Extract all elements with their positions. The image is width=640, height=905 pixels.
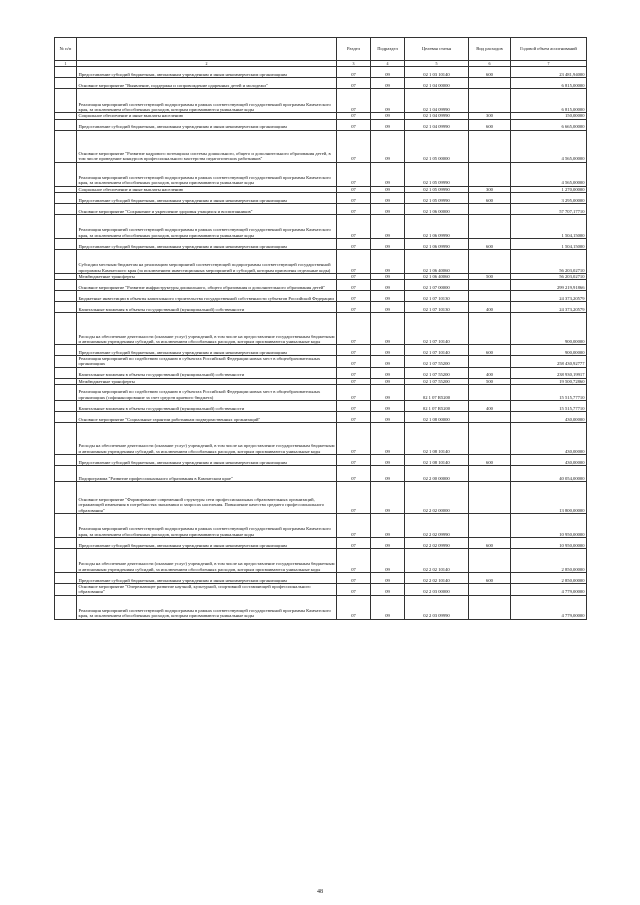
- row-section-cell: 07: [337, 249, 371, 273]
- row-subsection-cell: 09: [371, 455, 405, 466]
- table-row: [55, 466, 587, 482]
- table-row: [55, 78, 587, 89]
- row-subsection-cell: 09: [371, 584, 405, 596]
- row-target-article-cell: 02 2 02 10140: [405, 573, 469, 584]
- row-name-cell: Бюджетные инвестиции в объекты капитального строительства государственной собственности субъектов Российской Федерации: [77, 291, 337, 302]
- row-number-cell: [55, 280, 77, 291]
- row-target-article-cell: 02 1 07 55200: [405, 356, 469, 368]
- row-expense-type-cell: 300: [469, 113, 511, 119]
- row-name-cell: Социальное обеспечение и иные выплаты населению: [77, 186, 337, 192]
- row-target-article-cell: 02 1 07 R5200: [405, 385, 469, 401]
- column-number: 7: [511, 61, 587, 67]
- table-row: [55, 356, 587, 368]
- table-row: [55, 214, 587, 238]
- row-number-cell: [55, 214, 77, 238]
- row-section-cell: 07: [337, 514, 371, 538]
- row-amount-cell: 24 373,20579: [511, 302, 587, 313]
- row-subsection-cell: 09: [371, 423, 405, 455]
- page-number: 48: [317, 889, 323, 895]
- row-target-article-cell: 02 1 05 09990: [405, 162, 469, 186]
- row-name-cell: Расходы на обеспечение деятельности (оказание услуг) учреждений, в том числе на предоставление государственным бюджетным и автономным учреждениям субсидий, за исключением обособленных расходов, которым присваиваются уникальные коды: [77, 313, 337, 345]
- row-target-article-cell: 02 1 06 09990: [405, 214, 469, 238]
- table-row: [55, 423, 587, 455]
- table-row: [55, 345, 587, 356]
- row-target-article-cell: 02 1 04 09990: [405, 119, 469, 130]
- row-amount-cell: 10 950,00000: [511, 538, 587, 549]
- row-name-cell: Реализация мероприятий по содействию созданию в субъектах Российской Федерации новых мест в общеобразовательных организациях (софинансирование за счет средств краевого бюджета): [77, 385, 337, 401]
- row-expense-type-cell: [469, 130, 511, 162]
- row-name-cell: Предоставление субсидий бюджетным, автономным учреждениям и иным некоммерческим организациям: [77, 192, 337, 203]
- row-amount-cell: 19 500,72860: [511, 378, 587, 384]
- row-name-cell: Капитальные вложения в объекты государственной (муниципальной) собственности: [77, 302, 337, 313]
- row-target-article-cell: 02 1 08 10140: [405, 455, 469, 466]
- row-amount-cell: 56 203,02710: [511, 273, 587, 279]
- row-name-cell: Основное мероприятие "Развитие кадрового потенциала системы дошкольного, общего и дополнительного образования детей, в том числе проведение конкурсов профессионального мастерства педагогических работников": [77, 130, 337, 162]
- row-number-cell: [55, 385, 77, 401]
- row-amount-cell: 4 565,00000: [511, 130, 587, 162]
- row-name-cell: Основное мероприятие "Выявление, поддержка и сопровождение одаренных детей и молодежи": [77, 78, 337, 89]
- row-amount-cell: 258 430,92777: [511, 356, 587, 368]
- row-section-cell: 07: [337, 538, 371, 549]
- row-name-cell: Расходы на обеспечение деятельности (оказание услуг) учреждений, в том числе на предоставление государственным бюджетным и автономным учреждениям субсидий, за исключением обособленных расходов, которым присваиваются уникальные коды: [77, 549, 337, 573]
- row-target-article-cell: 02 2 03 09990: [405, 595, 469, 619]
- row-amount-cell: 1 504,15000: [511, 238, 587, 249]
- row-name-cell: Предоставление субсидий бюджетным, автономным учреждениям и иным некоммерческим организациям: [77, 573, 337, 584]
- row-target-article-cell: 02 1 03 10140: [405, 67, 469, 78]
- row-number-cell: [55, 89, 77, 113]
- row-expense-type-cell: [469, 89, 511, 113]
- row-target-article-cell: 02 1 07 10130: [405, 291, 469, 302]
- row-number-cell: [55, 367, 77, 378]
- row-amount-cell: 430,00000: [511, 423, 587, 455]
- row-expense-type-cell: 600: [469, 192, 511, 203]
- row-amount-cell: 150,00000: [511, 113, 587, 119]
- row-section-cell: 07: [337, 385, 371, 401]
- row-amount-cell: 2 850,00000: [511, 549, 587, 573]
- table-row: [55, 291, 587, 302]
- row-target-article-cell: 02 1 07 10130: [405, 302, 469, 313]
- row-number-cell: [55, 119, 77, 130]
- row-name-cell: Реализация мероприятий соответствующей подпрограммы в рамках соответствующей государственной программы Камчатского края, за исключением обособленных расходов, которым присваиваются уникальные коды: [77, 214, 337, 238]
- row-target-article-cell: 02 1 08 10140: [405, 423, 469, 455]
- row-amount-cell: 238 930,19917: [511, 367, 587, 378]
- row-name-cell: Капитальные вложения в объекты государственной (муниципальной) собственности: [77, 367, 337, 378]
- row-subsection-cell: 09: [371, 119, 405, 130]
- row-subsection-cell: 09: [371, 67, 405, 78]
- row-subsection-cell: 09: [371, 302, 405, 313]
- row-number-cell: [55, 313, 77, 345]
- row-expense-type-cell: [469, 162, 511, 186]
- row-expense-type-cell: 600: [469, 345, 511, 356]
- row-number-cell: [55, 130, 77, 162]
- table-row: [55, 119, 587, 130]
- row-amount-cell: 4 779,00000: [511, 595, 587, 619]
- row-expense-type-cell: [469, 203, 511, 214]
- table-row: [55, 203, 587, 214]
- row-name-cell: Реализация мероприятий соответствующей подпрограммы в рамках соответствующей государственной программы Камчатского края, за исключением обособленных расходов, которым присваиваются уникальные коды: [77, 89, 337, 113]
- row-subsection-cell: 09: [371, 249, 405, 273]
- column-number: 3: [337, 61, 371, 67]
- table-row: [55, 162, 587, 186]
- table-row: [55, 401, 587, 412]
- header-name: [77, 38, 337, 61]
- row-section-cell: 07: [337, 549, 371, 573]
- table-row: [55, 455, 587, 466]
- row-expense-type-cell: [469, 423, 511, 455]
- row-number-cell: [55, 203, 77, 214]
- row-subsection-cell: 09: [371, 401, 405, 412]
- row-section-cell: 07: [337, 455, 371, 466]
- row-section-cell: 07: [337, 595, 371, 619]
- row-target-article-cell: 02 2 02 09990: [405, 514, 469, 538]
- row-subsection-cell: 09: [371, 345, 405, 356]
- row-name-cell: Основное мероприятие "Формирование современной структуры сети профессиональных образовательных организаций, отражающей изменения в потребностях экономики и запросах населения. Повышение качества среднего профессионального образования": [77, 482, 337, 514]
- row-target-article-cell: 02 1 04 09990: [405, 113, 469, 119]
- row-number-cell: [55, 345, 77, 356]
- row-amount-cell: 57 707,17710: [511, 203, 587, 214]
- row-target-article-cell: 02 1 07 10140: [405, 313, 469, 345]
- row-subsection-cell: 09: [371, 313, 405, 345]
- row-target-article-cell: 02 1 06 40060: [405, 273, 469, 279]
- row-name-cell: Реализация мероприятий соответствующей подпрограммы в рамках соответствующей государственной программы Камчатского края, за исключением обособленных расходов, которым присваиваются уникальные коды: [77, 162, 337, 186]
- row-amount-cell: 1 270,00000: [511, 186, 587, 192]
- row-section-cell: 07: [337, 356, 371, 368]
- header-subsection: Подраздел: [371, 38, 405, 61]
- row-amount-cell: 4 779,00000: [511, 584, 587, 596]
- header-target-article: Целевая статья: [405, 38, 469, 61]
- row-amount-cell: 24 373,20579: [511, 291, 587, 302]
- budget-table: [54, 37, 587, 620]
- row-expense-type-cell: 600: [469, 67, 511, 78]
- row-section-cell: 07: [337, 345, 371, 356]
- row-section-cell: 07: [337, 482, 371, 514]
- row-amount-cell: 1 504,15000: [511, 214, 587, 238]
- row-number-cell: [55, 455, 77, 466]
- row-name-cell: Реализация мероприятий соответствующей подпрограммы в рамках соответствующей государственной программы Камчатского края, за исключением обособленных расходов, которым присваиваются уникальные коды: [77, 514, 337, 538]
- row-name-cell: Предоставление субсидий бюджетным, автономным учреждениям и иным некоммерческим организациям: [77, 455, 337, 466]
- row-target-article-cell: 02 1 05 09990: [405, 186, 469, 192]
- row-target-article-cell: 02 2 03 00000: [405, 584, 469, 596]
- table-row: [55, 238, 587, 249]
- row-subsection-cell: 09: [371, 378, 405, 384]
- row-expense-type-cell: [469, 466, 511, 482]
- row-subsection-cell: 09: [371, 514, 405, 538]
- row-subsection-cell: 09: [371, 214, 405, 238]
- table-row: [55, 584, 587, 596]
- row-target-article-cell: 02 1 06 09990: [405, 238, 469, 249]
- row-amount-cell: 4 565,00000: [511, 162, 587, 186]
- row-subsection-cell: 09: [371, 549, 405, 573]
- row-subsection-cell: 09: [371, 273, 405, 279]
- row-target-article-cell: 02 1 04 00000: [405, 78, 469, 89]
- table-row: [55, 192, 587, 203]
- row-expense-type-cell: [469, 249, 511, 273]
- row-subsection-cell: 09: [371, 113, 405, 119]
- row-section-cell: 07: [337, 78, 371, 89]
- row-target-article-cell: 02 1 07 55200: [405, 367, 469, 378]
- row-section-cell: 07: [337, 113, 371, 119]
- row-number-cell: [55, 78, 77, 89]
- row-number-cell: [55, 549, 77, 573]
- row-name-cell: Субсидии местным бюджетам на реализацию мероприятий соответствующей подпрограммы соответствующей государственной программы Камчатского края (за исключением инвестиционных мероприятий и субсидий, которым присвоены отдельные коды): [77, 249, 337, 273]
- row-amount-cell: 56 203,02710: [511, 249, 587, 273]
- table-row: [55, 280, 587, 291]
- row-name-cell: Основное мероприятие "Социальные гарантии работникам подведомственных организаций": [77, 412, 337, 423]
- row-subsection-cell: 09: [371, 482, 405, 514]
- row-section-cell: 07: [337, 378, 371, 384]
- row-section-cell: 07: [337, 466, 371, 482]
- row-number-cell: [55, 302, 77, 313]
- row-name-cell: Межбюджетные трансферты: [77, 273, 337, 279]
- row-amount-cell: 6 665,00000: [511, 119, 587, 130]
- row-amount-cell: 430,00000: [511, 412, 587, 423]
- column-number: 1: [55, 61, 77, 67]
- row-number-cell: [55, 356, 77, 368]
- row-subsection-cell: 09: [371, 356, 405, 368]
- row-subsection-cell: 09: [371, 78, 405, 89]
- row-expense-type-cell: 300: [469, 186, 511, 192]
- row-amount-cell: 430,00000: [511, 455, 587, 466]
- row-number-cell: [55, 423, 77, 455]
- row-name-cell: Капитальные вложения в объекты государственной (муниципальной) собственности: [77, 401, 337, 412]
- row-section-cell: 07: [337, 119, 371, 130]
- row-subsection-cell: 09: [371, 192, 405, 203]
- row-name-cell: Реализация мероприятий соответствующей подпрограммы в рамках соответствующей государственной программы Камчатского края, за исключением обособленных расходов, которым присваиваются уникальные коды: [77, 595, 337, 619]
- row-number-cell: [55, 238, 77, 249]
- row-number-cell: [55, 573, 77, 584]
- row-amount-cell: 15 515,77710: [511, 401, 587, 412]
- row-number-cell: [55, 162, 77, 186]
- row-section-cell: 07: [337, 313, 371, 345]
- budget-table-sheet: [54, 37, 586, 620]
- header-section: Раздел: [337, 38, 371, 61]
- row-target-article-cell: 02 1 05 00000: [405, 130, 469, 162]
- row-name-cell: Основное мероприятие "Опережающее развитие научной, культурной, спортивной составляющей профессионального образования": [77, 584, 337, 596]
- row-section-cell: 07: [337, 423, 371, 455]
- row-expense-type-cell: [469, 584, 511, 596]
- row-expense-type-cell: [469, 291, 511, 302]
- row-section-cell: 07: [337, 130, 371, 162]
- row-subsection-cell: 09: [371, 595, 405, 619]
- row-amount-cell: 6 815,00000: [511, 78, 587, 89]
- row-name-cell: Расходы на обеспечение деятельности (оказание услуг) учреждений, в том числе на предоставление государственным бюджетным и автономным учреждениям субсидий, за исключением обособленных расходов, которым присваиваются уникальные коды: [77, 423, 337, 455]
- row-number-cell: [55, 291, 77, 302]
- table-row: [55, 595, 587, 619]
- row-section-cell: 07: [337, 214, 371, 238]
- row-number-cell: [55, 67, 77, 78]
- row-amount-cell: 2 850,00000: [511, 573, 587, 584]
- row-section-cell: 07: [337, 192, 371, 203]
- row-name-cell: Реализация мероприятий по содействию созданию в субъектах Российской Федерации новых мест в общеобразовательных организациях: [77, 356, 337, 368]
- row-amount-cell: 15 515,77710: [511, 385, 587, 401]
- row-number-cell: [55, 249, 77, 273]
- table-body: [55, 67, 587, 619]
- row-name-cell: Предоставление субсидий бюджетным, автономным учреждениям и иным некоммерческим организациям: [77, 538, 337, 549]
- row-target-article-cell: 02 1 05 09990: [405, 192, 469, 203]
- row-section-cell: 07: [337, 302, 371, 313]
- row-target-article-cell: 02 1 07 R5200: [405, 401, 469, 412]
- table-row: [55, 313, 587, 345]
- table-row: [55, 367, 587, 378]
- row-target-article-cell: 02 2 02 09990: [405, 538, 469, 549]
- row-subsection-cell: 09: [371, 203, 405, 214]
- row-name-cell: Социальное обеспечение и иные выплаты населению: [77, 113, 337, 119]
- row-amount-cell: 23 481,94000: [511, 67, 587, 78]
- row-expense-type-cell: 600: [469, 119, 511, 130]
- table-row: [55, 412, 587, 423]
- row-name-cell: Предоставление субсидий бюджетным, автономным учреждениям и иным некоммерческим организациям: [77, 119, 337, 130]
- column-number: 4: [371, 61, 405, 67]
- row-subsection-cell: 09: [371, 367, 405, 378]
- row-target-article-cell: 02 1 06 40060: [405, 249, 469, 273]
- table-row: [55, 302, 587, 313]
- row-target-article-cell: 02 1 08 00000: [405, 412, 469, 423]
- row-amount-cell: 900,00000: [511, 345, 587, 356]
- row-name-cell: Предоставление субсидий бюджетным, автономным учреждениям и иным некоммерческим организациям: [77, 345, 337, 356]
- header-expense-type: Вид расходов: [469, 38, 511, 61]
- row-subsection-cell: 09: [371, 162, 405, 186]
- row-expense-type-cell: 400: [469, 302, 511, 313]
- row-target-article-cell: 02 1 07 55200: [405, 378, 469, 384]
- table-row: [55, 249, 587, 273]
- row-target-article-cell: 02 2 00 00000: [405, 466, 469, 482]
- column-number: 5: [405, 61, 469, 67]
- row-name-cell: Межбюджетные трансферты: [77, 378, 337, 384]
- row-expense-type-cell: [469, 595, 511, 619]
- row-expense-type-cell: [469, 482, 511, 514]
- table-row: [55, 538, 587, 549]
- row-expense-type-cell: 600: [469, 573, 511, 584]
- row-target-article-cell: 02 1 07 00000: [405, 280, 469, 291]
- table-row: [55, 549, 587, 573]
- table-row: [55, 482, 587, 514]
- row-number-cell: [55, 482, 77, 514]
- row-number-cell: [55, 514, 77, 538]
- row-expense-type-cell: [469, 385, 511, 401]
- row-section-cell: 07: [337, 273, 371, 279]
- row-section-cell: 07: [337, 291, 371, 302]
- row-number-cell: [55, 412, 77, 423]
- row-expense-type-cell: 500: [469, 378, 511, 384]
- row-number-cell: [55, 192, 77, 203]
- row-amount-cell: 3 295,00000: [511, 192, 587, 203]
- row-subsection-cell: 09: [371, 130, 405, 162]
- row-target-article-cell: 02 2 02 00000: [405, 482, 469, 514]
- row-section-cell: 07: [337, 412, 371, 423]
- row-subsection-cell: 09: [371, 466, 405, 482]
- row-expense-type-cell: 600: [469, 538, 511, 549]
- row-expense-type-cell: 600: [469, 455, 511, 466]
- row-amount-cell: 10 950,00000: [511, 514, 587, 538]
- row-section-cell: 07: [337, 401, 371, 412]
- row-expense-type-cell: [469, 78, 511, 89]
- header-amount: Годовой объем ассигнований: [511, 38, 587, 61]
- row-amount-cell: 900,00000: [511, 313, 587, 345]
- row-section-cell: 07: [337, 584, 371, 596]
- row-amount-cell: 40 054,00000: [511, 466, 587, 482]
- row-section-cell: 07: [337, 238, 371, 249]
- table-row: [55, 385, 587, 401]
- row-subsection-cell: 09: [371, 538, 405, 549]
- row-expense-type-cell: 400: [469, 401, 511, 412]
- row-number-cell: [55, 584, 77, 596]
- row-expense-type-cell: [469, 214, 511, 238]
- row-amount-cell: 6 815,00000: [511, 89, 587, 113]
- row-expense-type-cell: [469, 549, 511, 573]
- table-row: [55, 514, 587, 538]
- column-number: 6: [469, 61, 511, 67]
- row-expense-type-cell: [469, 280, 511, 291]
- table-row: [55, 67, 587, 78]
- header-num: № п/п: [55, 38, 77, 61]
- row-expense-type-cell: [469, 514, 511, 538]
- row-number-cell: [55, 595, 77, 619]
- row-expense-type-cell: 600: [469, 238, 511, 249]
- row-section-cell: 07: [337, 67, 371, 78]
- row-subsection-cell: 09: [371, 186, 405, 192]
- row-subsection-cell: 09: [371, 573, 405, 584]
- row-number-cell: [55, 401, 77, 412]
- row-target-article-cell: 02 1 07 10140: [405, 345, 469, 356]
- table-row: [55, 130, 587, 162]
- table-row: [55, 89, 587, 113]
- row-subsection-cell: 09: [371, 291, 405, 302]
- row-subsection-cell: 09: [371, 412, 405, 423]
- row-target-article-cell: 02 2 02 10140: [405, 549, 469, 573]
- row-section-cell: 07: [337, 280, 371, 291]
- row-expense-type-cell: [469, 356, 511, 368]
- row-expense-type-cell: 500: [469, 273, 511, 279]
- table-row: [55, 573, 587, 584]
- row-section-cell: 07: [337, 573, 371, 584]
- row-section-cell: 07: [337, 162, 371, 186]
- row-name-cell: Основное мероприятие "Сохранение и укрепление здоровья учащихся и воспитанников": [77, 203, 337, 214]
- row-amount-cell: 299 219,91866: [511, 280, 587, 291]
- row-number-cell: [55, 466, 77, 482]
- row-name-cell: Предоставление субсидий бюджетным, автономным учреждениям и иным некоммерческим организациям: [77, 238, 337, 249]
- column-number: 2: [77, 61, 337, 67]
- row-name-cell: Предоставление субсидий бюджетным, автономным учреждениям и иным некоммерческим организациям: [77, 67, 337, 78]
- row-section-cell: 07: [337, 367, 371, 378]
- table-header-row: [55, 38, 587, 61]
- row-section-cell: 07: [337, 203, 371, 214]
- row-amount-cell: 13 800,00000: [511, 482, 587, 514]
- row-expense-type-cell: [469, 412, 511, 423]
- row-expense-type-cell: 400: [469, 367, 511, 378]
- row-subsection-cell: 09: [371, 385, 405, 401]
- row-section-cell: 07: [337, 186, 371, 192]
- row-expense-type-cell: [469, 313, 511, 345]
- row-subsection-cell: 09: [371, 280, 405, 291]
- row-target-article-cell: 02 1 04 09990: [405, 89, 469, 113]
- row-section-cell: 07: [337, 89, 371, 113]
- row-name-cell: Основное мероприятие "Развитие инфраструктуры дошкольного, общего образования и дополнительного образования детей": [77, 280, 337, 291]
- row-subsection-cell: 09: [371, 238, 405, 249]
- row-subsection-cell: 09: [371, 89, 405, 113]
- row-target-article-cell: 02 1 06 00000: [405, 203, 469, 214]
- row-number-cell: [55, 538, 77, 549]
- row-name-cell: Подпрограмма "Развитие профессионального образования в Камчатском крае": [77, 466, 337, 482]
